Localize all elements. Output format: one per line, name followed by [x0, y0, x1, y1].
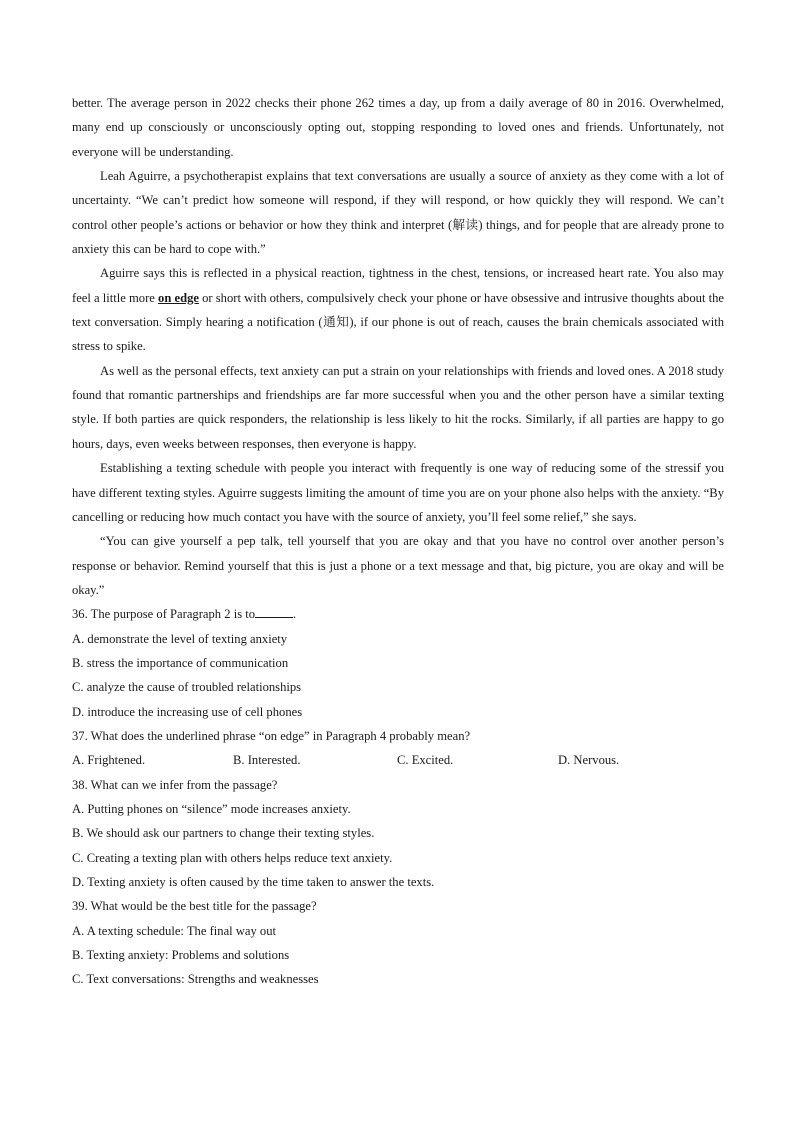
question-38-option-c: C. Creating a texting plan with others helps reduce text anxiety. [72, 850, 393, 865]
paragraph-4: As well as the personal effects, text anxiety can put a strain on your relationships with friends and loved ones. A 2018 study found that romantic partnerships and friendships are far more successful when you and the other person have a similar texting style. If both parties are quick responders, the relationship is less likely to hit the rocks. Similarly, if all parties are happy to go hours, days, even weeks between responses, then everyone is happy. [72, 363, 724, 451]
underlined-phrase: on edge [158, 290, 199, 305]
paragraph-1-tail: better. The average person in 2022 checks their phone 262 times a day, up from a daily average of 80 in 2016. Overwhelmed, many end up consciously or unconsciously opting out, stopping responding to loved ones and friends. Unfortunately, not everyone will be understanding. [72, 96, 724, 159]
paragraph-2: Leah Aguirre, a psychotherapist explains that text conversations are usually a source of anxiety as they come with a lot of uncertainty. “We can’t predict how someone will respond, if they will respond, or how quickly they will respond. We can’t control other people’s actions or behavior or how they think and interpret (解读) things, and for people that are already prone to anxiety this can be hard to cope with.” [72, 169, 724, 257]
paragraph-3-after: or short with others, compulsively check your phone or have obsessive and intrusive thoughts about the text conversation. Simply hearing a notification (通知), if our phone is out of reach, causes the brain chemicals associated with stress to spike. [72, 290, 724, 354]
question-38-option-a: A. Putting phones on “silence” mode increases anxiety. [72, 801, 351, 816]
question-39-option-a: A. A texting schedule: The final way out [72, 923, 277, 938]
paragraph-6: “You can give yourself a pep talk, tell yourself that you are okay and that you have no control over another person’s response or behavior. Remind yourself that this is just a phone or a text message and that, big picture, you are okay and will be okay.” [72, 534, 724, 597]
paragraph-3 [72, 261, 724, 358]
question-37-option-d: D. Nervous. [558, 753, 620, 768]
question-36-stem: 36. The purpose of Paragraph 2 is to . [72, 602, 724, 626]
question-39-stem: 39. What would be the best title for the passage? [72, 899, 317, 914]
question-36-option-c: C. analyze the cause of troubled relationships [72, 680, 302, 695]
question-36-option-d: D. introduce the increasing use of cell phones [72, 704, 303, 719]
question-37-options [72, 748, 724, 772]
question-38-option-d: D. Texting anxiety is often caused by the time taken to answer the texts. [72, 875, 435, 889]
question-39-option-c: C. Text conversations: Strengths and weaknesses [72, 972, 319, 987]
question-37-option-c: C. Excited. [397, 753, 454, 768]
question-39-option-b: B. Texting anxiety: Problems and solutions [72, 948, 290, 963]
paragraph-3-before: Aguirre says this is reflected in a physical reaction, tightness in the chest, tensions, or increased heart rate. You also may feel a little more [72, 266, 724, 305]
question-38-option-b: B. We should ask our partners to change their texting styles. [72, 826, 375, 841]
question-37-option-a: A. Frightened. [72, 753, 146, 768]
paragraph-5: Establishing a texting schedule with people you interact with frequently is one way of reducing some of the stressif you have different texting styles. Aguirre suggests limiting the amount of time you are on your phone also helps with the anxiety. “By cancelling or reducing how much contact you have with the source of anxiety, you’ll feel some relief,” she says. [72, 461, 724, 524]
question-37-stem: 37. What does the underlined phrase “on edge” in Paragraph 4 probably mean? [72, 728, 471, 743]
question-36-option-b: B. stress the importance of communication [72, 655, 289, 670]
question-36-option-a: A. demonstrate the level of texting anxiety [72, 631, 288, 646]
answer-blank [255, 604, 293, 618]
question-37-option-b: B. Interested. [233, 753, 301, 768]
document-page [72, 91, 724, 992]
question-38-stem: 38. What can we infer from the passage? [72, 777, 278, 792]
